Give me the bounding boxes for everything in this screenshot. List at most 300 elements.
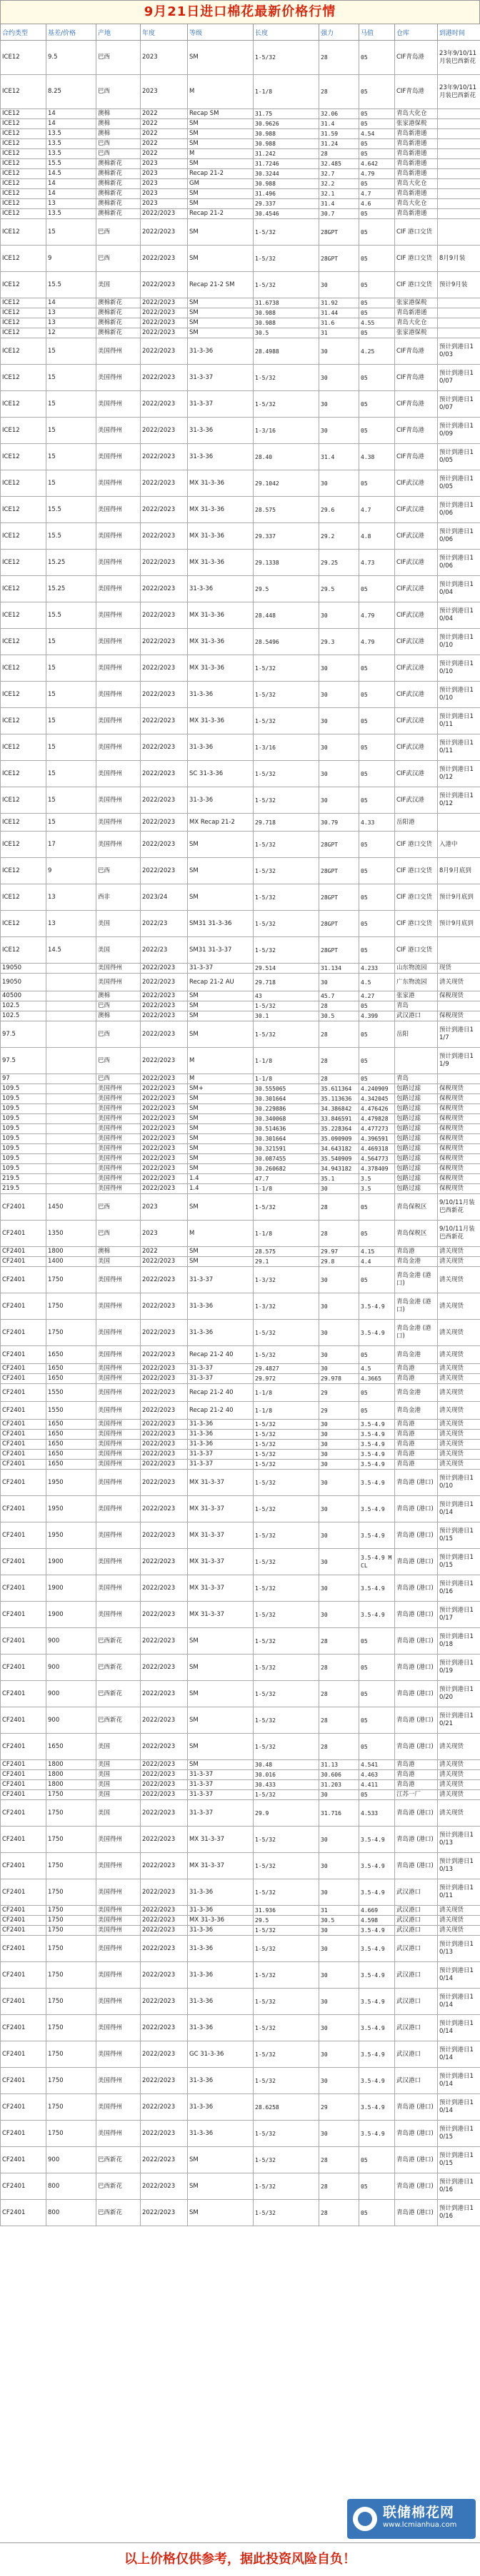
- cell-grade: MX 31-3-36: [188, 708, 254, 734]
- cell-contract: CF2401: [1, 1906, 46, 1916]
- watermark-name: 联储棉花网: [383, 2505, 455, 2520]
- cell-arrival: 预计到港日10/14: [438, 1989, 480, 2015]
- cell-length: 30.229886: [254, 1104, 319, 1114]
- cell-warehouse: CIF青岛港: [395, 365, 438, 391]
- cell-contract: 109.5: [1, 1154, 46, 1164]
- cell-arrival: 清关现货: [438, 1257, 480, 1267]
- cell-origin: 美国得州: [96, 814, 141, 832]
- cell-micronaire: 05: [359, 1074, 395, 1084]
- table-row: [1, 911, 480, 937]
- cell-contract: CF2401: [1, 2068, 46, 2094]
- cell-crop-year: 2022: [141, 139, 188, 149]
- cell-origin: 美国得州: [96, 1094, 141, 1104]
- table-row: [1, 1496, 480, 1522]
- cell-crop-year: 2022/2023: [141, 1681, 188, 1707]
- cell-arrival: 清关现货: [438, 1384, 480, 1402]
- cell-warehouse: 青岛: [395, 1074, 438, 1084]
- cell-origin: 澳棉: [96, 129, 141, 139]
- cell-basis-price: [46, 1084, 96, 1094]
- cell-micronaire: 05: [359, 1790, 395, 1800]
- column-header-basis-price: 基差/价格: [46, 24, 96, 41]
- table-row: [1, 1853, 480, 1879]
- cell-length: 1-5/32: [254, 1827, 319, 1853]
- cell-length: 29.5: [254, 576, 319, 602]
- cell-contract: ICE12: [1, 937, 46, 964]
- cell-grade: MX 31-3-36: [188, 655, 254, 682]
- cell-strength: 30.606: [319, 1770, 359, 1780]
- cell-strength: 30: [319, 1420, 359, 1430]
- cell-crop-year: 2022/2023: [141, 1496, 188, 1522]
- cell-micronaire: 05: [359, 179, 395, 189]
- table-row: [1, 2015, 480, 2041]
- cell-contract: ICE12: [1, 629, 46, 655]
- cell-basis-price: 13: [46, 308, 96, 318]
- disclaimer: 以上价格仅供参考，据此投资风险自负！: [0, 2542, 480, 2576]
- cell-strength: 31: [319, 1906, 359, 1916]
- cell-grade: SM: [188, 884, 254, 911]
- cell-origin: 巴西新花: [96, 2147, 141, 2173]
- cell-arrival: 保税现货: [438, 991, 480, 1001]
- cell-origin: 巴西新花: [96, 1655, 141, 1681]
- table-row: [1, 497, 480, 523]
- cell-arrival: 预计到港日10/21: [438, 1707, 480, 1734]
- watermark-logo: [347, 2499, 476, 2539]
- cell-contract: ICE12: [1, 179, 46, 189]
- cell-warehouse: CIF青岛港: [395, 75, 438, 109]
- cell-basis-price: 1750: [46, 1879, 96, 1906]
- cell-warehouse: 武汉港口: [395, 1926, 438, 1936]
- cell-length: 30.340068: [254, 1114, 319, 1124]
- cell-contract: CF2401: [1, 2147, 46, 2173]
- cell-contract: CF2401: [1, 1496, 46, 1522]
- cell-origin: 巴西: [96, 41, 141, 75]
- cell-crop-year: 2022/2023: [141, 2068, 188, 2094]
- cell-crop-year: 2022/2023: [141, 1021, 188, 1048]
- cell-basis-price: [46, 964, 96, 974]
- cell-basis-price: 14: [46, 298, 96, 308]
- watermark-url: www.lcmianhua.com: [383, 2521, 457, 2529]
- cell-warehouse: 张家港保税: [395, 119, 438, 129]
- cell-contract: ICE12: [1, 832, 46, 858]
- cell-length: 1-5/32: [254, 1936, 319, 1962]
- cell-basis-price: 1750: [46, 1853, 96, 1879]
- cell-micronaire: 3.5-4.9: [359, 1827, 395, 1853]
- table-row: [1, 1549, 480, 1575]
- cell-basis-price: 1800: [46, 1770, 96, 1780]
- cell-strength: 34.643182: [319, 1144, 359, 1154]
- cell-warehouse: 包路过滤: [395, 1094, 438, 1104]
- cell-length: 1-5/32: [254, 1194, 319, 1221]
- cell-origin: 美国得州: [96, 1906, 141, 1916]
- cell-crop-year: 2022/2023: [141, 858, 188, 884]
- cell-warehouse: 张家港保税: [395, 298, 438, 308]
- table-row: [1, 1879, 480, 1906]
- cell-warehouse: 青岛大化仓: [395, 318, 438, 328]
- cell-contract: ICE12: [1, 308, 46, 318]
- cell-warehouse: 青岛新港通: [395, 308, 438, 318]
- cell-contract: 97: [1, 1074, 46, 1084]
- cell-length: 1-5/32: [254, 1926, 319, 1936]
- cell-grade: 31-3-36: [188, 2068, 254, 2094]
- cell-length: 1-5/32: [254, 682, 319, 708]
- cell-origin: 澳棉: [96, 109, 141, 119]
- cell-contract: CF2401: [1, 1549, 46, 1575]
- cell-length: 1-3/16: [254, 734, 319, 761]
- cell-length: 1-5/32: [254, 1707, 319, 1734]
- cell-length: 29.718: [254, 974, 319, 991]
- cell-contract: CF2401: [1, 1989, 46, 2015]
- table-row: [1, 1247, 480, 1257]
- cell-basis-price: 9: [46, 858, 96, 884]
- cell-origin: 美国得州: [96, 550, 141, 576]
- cell-micronaire: 05: [359, 1021, 395, 1048]
- cell-strength: 28: [319, 2200, 359, 2226]
- cell-strength: 28GPT: [319, 246, 359, 272]
- cell-basis-price: [46, 991, 96, 1001]
- cell-arrival: 预计到港日10/14: [438, 1496, 480, 1522]
- cell-micronaire: 05: [359, 2200, 395, 2226]
- cell-contract: CF2401: [1, 1707, 46, 1734]
- cell-grade: 31-3-36: [188, 734, 254, 761]
- cell-basis-price: [46, 1164, 96, 1174]
- cell-crop-year: 2022/2023: [141, 1420, 188, 1430]
- cell-origin: 美国得州: [96, 1916, 141, 1926]
- cell-length: 1-5/32: [254, 1602, 319, 1628]
- cell-grade: SM: [188, 832, 254, 858]
- cell-strength: 28GPT: [319, 937, 359, 964]
- column-header-origin: 产地: [96, 24, 141, 41]
- cell-origin: 美国得州: [96, 2041, 141, 2068]
- cell-crop-year: 2022/2023: [141, 814, 188, 832]
- cell-grade: SM: [188, 1124, 254, 1134]
- table-row: [1, 1184, 480, 1194]
- cell-warehouse: 武汉港口: [395, 1879, 438, 1906]
- cell-grade: SM: [188, 308, 254, 318]
- cell-basis-price: 1400: [46, 1257, 96, 1267]
- cell-arrival: 保税现货: [438, 1011, 480, 1021]
- table-row: [1, 655, 480, 682]
- cell-basis-price: [46, 974, 96, 991]
- table-row: [1, 2041, 480, 2068]
- cell-grade: SM: [188, 1164, 254, 1174]
- cell-contract: 102.5: [1, 1011, 46, 1021]
- cell-crop-year: 2022/2023: [141, 1906, 188, 1916]
- cell-basis-price: 13: [46, 884, 96, 911]
- cell-arrival: 清关现货: [438, 1247, 480, 1257]
- cell-basis-price: 1750: [46, 1916, 96, 1926]
- cell-strength: 30: [319, 1926, 359, 1936]
- cell-micronaire: 4.476426: [359, 1104, 395, 1114]
- cell-strength: 34.386842: [319, 1104, 359, 1114]
- cell-arrival: 预计到港日10/18: [438, 1628, 480, 1655]
- table-row: [1, 787, 480, 814]
- cell-contract: CF2401: [1, 2173, 46, 2200]
- cell-basis-price: [46, 1184, 96, 1194]
- cell-micronaire: 4.240909: [359, 1084, 395, 1094]
- cell-micronaire: 3.5-4.9: [359, 1450, 395, 1460]
- cell-crop-year: 2022/2023: [141, 1011, 188, 1021]
- cell-strength: 30: [319, 1989, 359, 2015]
- cell-origin: 巴西: [96, 858, 141, 884]
- cell-crop-year: 2022/2023: [141, 1184, 188, 1194]
- cell-warehouse: 青岛港 (港口): [395, 2173, 438, 2200]
- table-header-row: [1, 24, 480, 41]
- cell-strength: 28: [319, 1681, 359, 1707]
- cell-length: 1-5/32: [254, 1450, 319, 1460]
- cell-arrival: 清关现货: [438, 1346, 480, 1364]
- cell-arrival: 保税现货: [438, 1184, 480, 1194]
- cell-origin: 美国得州: [96, 1470, 141, 1496]
- cell-length: 30.988: [254, 139, 319, 149]
- cell-crop-year: 2022/2023: [141, 1989, 188, 2015]
- cell-warehouse: 岳阳港: [395, 814, 438, 832]
- cell-crop-year: 2022/2023: [141, 1074, 188, 1084]
- cell-basis-price: 15.5: [46, 497, 96, 523]
- cell-length: 30.514636: [254, 1124, 319, 1134]
- cell-length: 1-5/32: [254, 272, 319, 298]
- cell-warehouse: 青岛港 (港口): [395, 1734, 438, 1760]
- table-row: [1, 1104, 480, 1114]
- cell-arrival: 预计到港日10/13: [438, 1936, 480, 1962]
- cell-grade: 31-3-36: [188, 338, 254, 365]
- cell-origin: 澳棉新花: [96, 189, 141, 199]
- cell-micronaire: 05: [359, 858, 395, 884]
- cell-strength: 30: [319, 1293, 359, 1320]
- cell-contract: CF2401: [1, 1320, 46, 1346]
- cell-grade: GC 31-3-36: [188, 2041, 254, 2068]
- cell-grade: 31-3-37: [188, 1450, 254, 1460]
- cell-origin: 美国得州: [96, 576, 141, 602]
- cell-grade: SM31 31-3-36: [188, 911, 254, 937]
- table-row: [1, 1430, 480, 1440]
- cell-basis-price: 13: [46, 199, 96, 209]
- cell-warehouse: 青岛金港: [395, 1384, 438, 1402]
- cell-arrival: 预计到港日10/14: [438, 2015, 480, 2041]
- cell-arrival: 9/10/11月装巴西新花: [438, 1221, 480, 1247]
- cell-strength: 31.6: [319, 318, 359, 328]
- cell-basis-price: 900: [46, 2147, 96, 2173]
- cell-warehouse: 武汉港口: [395, 2068, 438, 2094]
- cell-strength: 30: [319, 1320, 359, 1346]
- cell-warehouse: 广东物流园: [395, 974, 438, 991]
- cell-origin: 美国得州: [96, 629, 141, 655]
- cell-contract: ICE12: [1, 129, 46, 139]
- cell-warehouse: 包路过滤: [395, 1114, 438, 1124]
- cell-strength: 30: [319, 2041, 359, 2068]
- cell-warehouse: CIF青岛港: [395, 391, 438, 418]
- cell-basis-price: 1650: [46, 1364, 96, 1374]
- cell-micronaire: 3.5-4.9: [359, 1962, 395, 1989]
- cell-basis-price: 1750: [46, 1926, 96, 1936]
- cell-basis-price: 900: [46, 1681, 96, 1707]
- cell-basis-price: 1650: [46, 1420, 96, 1430]
- cell-grade: 31-3-36: [188, 1879, 254, 1906]
- cell-strength: 30: [319, 1790, 359, 1800]
- cell-warehouse: 青岛港: [395, 1770, 438, 1780]
- cell-crop-year: 2022/2023: [141, 523, 188, 550]
- table-row: [1, 75, 480, 109]
- cell-micronaire: 4.541: [359, 1760, 395, 1770]
- cell-basis-price: 1750: [46, 2041, 96, 2068]
- cell-arrival: 9/10/11月装巴西新花: [438, 1194, 480, 1221]
- cell-contract: ICE12: [1, 338, 46, 365]
- cell-origin: 美国得州: [96, 974, 141, 991]
- cell-grade: 31-3-37: [188, 365, 254, 391]
- cell-strength: 28GPT: [319, 911, 359, 937]
- cell-crop-year: 2022/2023: [141, 682, 188, 708]
- cell-origin: 西非: [96, 884, 141, 911]
- cell-origin: 澳棉新花: [96, 169, 141, 179]
- cell-micronaire: 4.79: [359, 629, 395, 655]
- cell-grade: 31-3-36: [188, 2094, 254, 2121]
- table-row: [1, 1021, 480, 1048]
- cell-origin: 巴西: [96, 1048, 141, 1074]
- cell-length: 1-5/32: [254, 1496, 319, 1522]
- cell-micronaire: 05: [359, 328, 395, 338]
- cell-arrival: 23年9/10/11月装巴西新花: [438, 41, 480, 75]
- table-row: [1, 1320, 480, 1346]
- cell-micronaire: 05: [359, 298, 395, 308]
- cell-micronaire: 3.5-4.9: [359, 1522, 395, 1549]
- table-row: [1, 219, 480, 246]
- cell-contract: 109.5: [1, 1144, 46, 1154]
- cell-contract: 219.5: [1, 1174, 46, 1184]
- cell-grade: 31-3-36: [188, 1962, 254, 1989]
- table-row: [1, 1760, 480, 1770]
- cell-strength: 29.2: [319, 523, 359, 550]
- cell-crop-year: 2022/2023: [141, 209, 188, 219]
- cell-warehouse: 武汉港口: [395, 2041, 438, 2068]
- cell-strength: 34.943182: [319, 1164, 359, 1174]
- table-row: [1, 1989, 480, 2015]
- cell-length: 28.40: [254, 444, 319, 470]
- cell-origin: 美国得州: [96, 1267, 141, 1293]
- table-row: [1, 1470, 480, 1496]
- cell-warehouse: 张家港保税: [395, 328, 438, 338]
- cell-crop-year: 2022/2023: [141, 1174, 188, 1184]
- cell-warehouse: 青岛港: [395, 1430, 438, 1440]
- cell-warehouse: 青岛港 (港口): [395, 1575, 438, 1602]
- cell-length: 1-5/32: [254, 2200, 319, 2226]
- cell-strength: 30: [319, 391, 359, 418]
- cell-grade: MX 31-3-36: [188, 602, 254, 629]
- cell-contract: 109.5: [1, 1114, 46, 1124]
- cell-length: 1-5/32: [254, 2121, 319, 2147]
- cell-arrival: [438, 219, 480, 246]
- cell-contract: CF2401: [1, 1470, 46, 1496]
- cell-micronaire: 05: [359, 884, 395, 911]
- cell-grade: 31-3-36: [188, 682, 254, 708]
- cell-length: 1-1/8: [254, 1048, 319, 1074]
- cell-crop-year: 2023: [141, 179, 188, 189]
- cell-arrival: 预计到港日10/03: [438, 338, 480, 365]
- cell-warehouse: 青岛新港通: [395, 169, 438, 179]
- table-row: [1, 1800, 480, 1827]
- cell-origin: 美国得州: [96, 1522, 141, 1549]
- cell-strength: 29.6: [319, 497, 359, 523]
- cell-contract: CF2401: [1, 2015, 46, 2041]
- table-row: [1, 708, 480, 734]
- cell-origin: 美国得州: [96, 1420, 141, 1430]
- cell-basis-price: [46, 1144, 96, 1154]
- cell-arrival: [438, 119, 480, 129]
- cell-grade: SM: [188, 1760, 254, 1770]
- cell-micronaire: 05: [359, 655, 395, 682]
- cell-micronaire: 05: [359, 2147, 395, 2173]
- cell-warehouse: 青岛港: [395, 1247, 438, 1257]
- cell-basis-price: 15: [46, 444, 96, 470]
- column-header-strength: 强力: [319, 24, 359, 41]
- cell-basis-price: 15: [46, 787, 96, 814]
- cell-crop-year: 2022/2023: [141, 1001, 188, 1011]
- cell-origin: 美国得州: [96, 1374, 141, 1384]
- table-row: [1, 298, 480, 308]
- cell-micronaire: 4.533: [359, 1800, 395, 1827]
- cell-contract: CF2401: [1, 1790, 46, 1800]
- table-row: [1, 308, 480, 318]
- cell-contract: CF2401: [1, 1628, 46, 1655]
- cell-micronaire: 05: [359, 470, 395, 497]
- cell-micronaire: 4.564773: [359, 1154, 395, 1164]
- cell-grade: 31-3-37: [188, 391, 254, 418]
- cell-micronaire: 4.479828: [359, 1114, 395, 1124]
- cell-crop-year: 2022/2023: [141, 470, 188, 497]
- cell-contract: ICE12: [1, 109, 46, 119]
- cell-strength: 30.79: [319, 814, 359, 832]
- cell-micronaire: 05: [359, 1707, 395, 1734]
- cell-micronaire: 05: [359, 1681, 395, 1707]
- cell-arrival: [438, 149, 480, 159]
- cell-warehouse: 武汉港口: [395, 1962, 438, 1989]
- cell-basis-price: 1750: [46, 2068, 96, 2094]
- cell-micronaire: 4.411: [359, 1780, 395, 1790]
- cell-crop-year: 2022/2023: [141, 734, 188, 761]
- cell-warehouse: 青岛港 (港口): [395, 1800, 438, 1827]
- cell-origin: 澳棉新花: [96, 179, 141, 189]
- cell-contract: CF2401: [1, 1194, 46, 1221]
- cell-contract: CF2401: [1, 1734, 46, 1760]
- table-row: [1, 734, 480, 761]
- cell-micronaire: 05: [359, 365, 395, 391]
- cell-arrival: 预计到港日10/14: [438, 1962, 480, 1989]
- cell-length: 1-5/32: [254, 2068, 319, 2094]
- cell-crop-year: 2022/2023: [141, 418, 188, 444]
- cell-grade: 31-3-36: [188, 418, 254, 444]
- cell-micronaire: 05: [359, 937, 395, 964]
- cell-crop-year: 2022/2023: [141, 974, 188, 991]
- cell-origin: 美国得州: [96, 2094, 141, 2121]
- cell-arrival: 清关现货: [438, 974, 480, 991]
- cell-origin: 美国得州: [96, 2015, 141, 2041]
- cell-strength: 31.134: [319, 964, 359, 974]
- cell-contract: CF2401: [1, 1575, 46, 1602]
- cell-basis-price: 13: [46, 318, 96, 328]
- cell-basis-price: 15: [46, 391, 96, 418]
- cell-contract: CF2401: [1, 1440, 46, 1450]
- cell-basis-price: 13: [46, 911, 96, 937]
- cell-micronaire: 4.3665: [359, 1374, 395, 1384]
- cell-crop-year: 2022/2023: [141, 1402, 188, 1420]
- cell-origin: 美国得州: [96, 1084, 141, 1094]
- cell-grade: SM: [188, 2200, 254, 2226]
- cell-contract: ICE12: [1, 858, 46, 884]
- cell-grade: SM: [188, 1094, 254, 1104]
- cell-crop-year: 2022/2023: [141, 1549, 188, 1575]
- cell-arrival: 预计到港日10/13: [438, 1853, 480, 1879]
- cell-warehouse: 包路过滤: [395, 1174, 438, 1184]
- cell-arrival: 预计到港日10/10: [438, 682, 480, 708]
- cell-length: 1-1/8: [254, 1074, 319, 1084]
